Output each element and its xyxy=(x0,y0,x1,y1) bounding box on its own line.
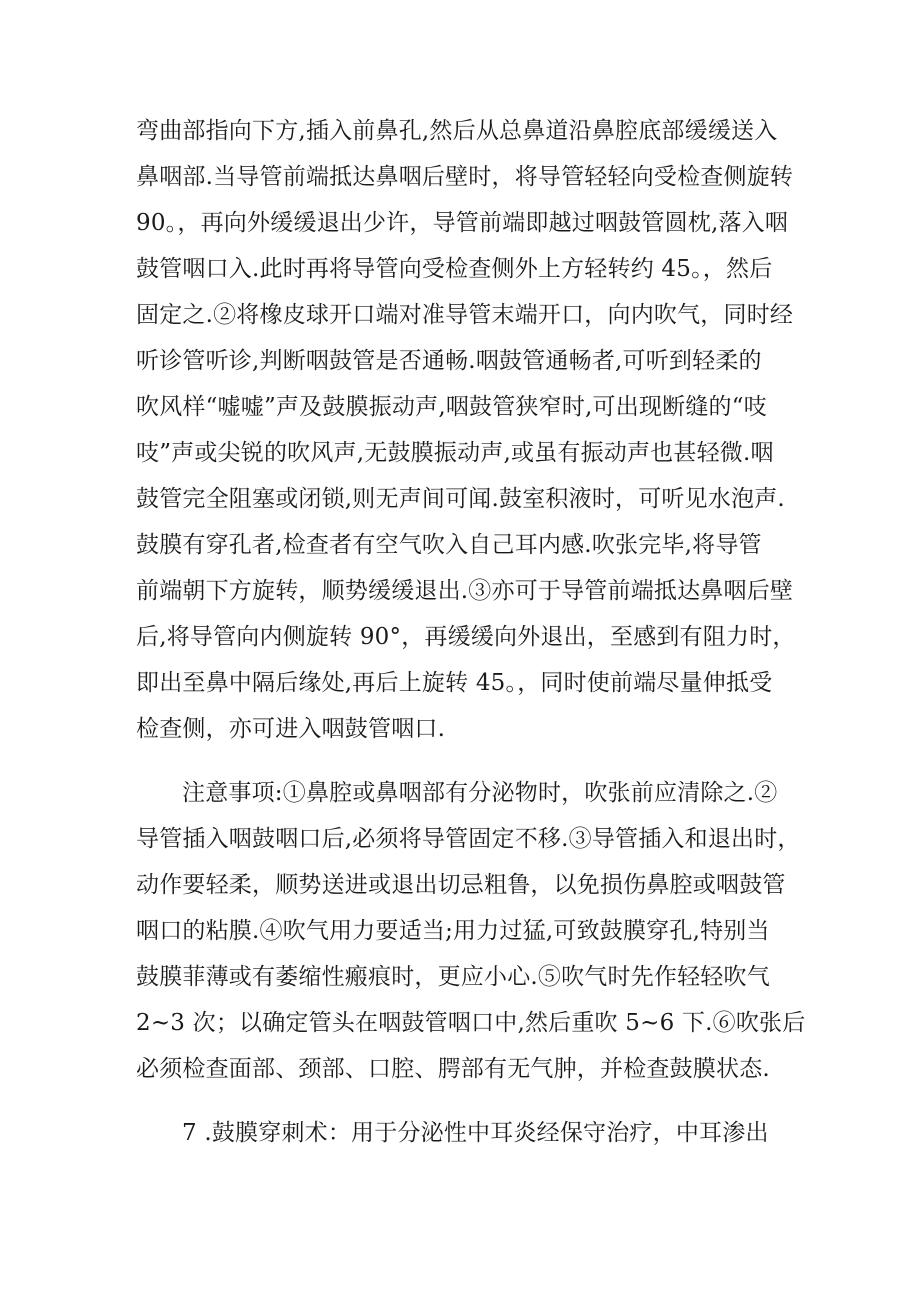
text-line: 固定之.②将橡皮球开口端对准导管末端开口，向内吹气，同时经 xyxy=(136,302,794,328)
text-line: 咽口的粘膜.④吹气用力要适当;用力过猛,可致鼓膜穿孔,特别当 xyxy=(136,918,770,944)
text-line: 鼓管完全阻塞或闭锁,则无声间可闻.鼓室积液时，可听见水泡声. xyxy=(136,486,785,512)
text-line: 2~3 次；以确定管头在咽鼓管咽口中,然后重吹 5~6 下.⑥吹张后 xyxy=(136,1010,806,1036)
text-line: 听诊管听诊,判断咽鼓管是否通畅.咽鼓管通畅者,可听到轻柔的 xyxy=(136,348,762,374)
text-line: 注意事项:①鼻腔或鼻咽部有分泌物时，吹张前应清除之.② xyxy=(182,780,778,806)
text-line: 即出至鼻中隔后缘处,再后上旋转 45。，同时使前端尽量伸抵受 xyxy=(136,670,773,696)
text-line: 弯曲部指向下方,插入前鼻孔,然后从总鼻道沿鼻腔底部缓缓送入 xyxy=(136,118,778,144)
text-line: 鼻咽部.当导管前端抵达鼻咽后壁时，将导管轻轻向受检查侧旋转 xyxy=(136,164,794,190)
text-line: 导管插入咽鼓咽口后,必须将导管固定不移.③导管插入和退出时， xyxy=(136,826,801,852)
text-line: 检查侧，亦可进入咽鼓管咽口. xyxy=(136,716,446,742)
text-line: 吱”声或尖锐的吹风声,无鼓膜振动声,或虽有振动声也甚轻微.咽 xyxy=(136,440,774,466)
text-line: 7 .鼓膜穿刺术：用于分泌性中耳炎经保守治疗，中耳渗出 xyxy=(182,1120,769,1146)
text-line: 鼓管咽口入.此时再将导管向受检查侧外上方轻转约 45。，然后 xyxy=(136,256,773,282)
text-line: 后,将导管向内侧旋转 90°，再缓缓向外退出，至感到有阻力时， xyxy=(136,624,796,650)
text-line: 鼓膜菲薄或有萎缩性瘢痕时，更应小心.⑤吹气时先作轻轻吹气 xyxy=(136,964,770,990)
text-line: 动作要轻柔，顺势送进或退出切忌粗鲁，以免损伤鼻腔或咽鼓管 xyxy=(136,872,786,898)
text-line: 90。，再向外缓缓退出少许，导管前端即越过咽鼓管圆枕,落入咽 xyxy=(136,210,789,236)
text-line: 吹风样“嘘嘘”声及鼓膜振动声,咽鼓管狭窄时,可出现断缝的“吱 xyxy=(136,394,767,420)
text-line: 鼓膜有穿孔者,检查者有空气吹入自己耳内感.吹张完毕,将导管 xyxy=(136,532,762,558)
text-line: 前端朝下方旋转，顺势缓缓退出.③亦可于导管前端抵达鼻咽后壁 xyxy=(136,578,794,604)
text-line: 必须检查面部、颈部、口腔、腭部有无气肿，并检查鼓膜状态. xyxy=(136,1056,770,1082)
